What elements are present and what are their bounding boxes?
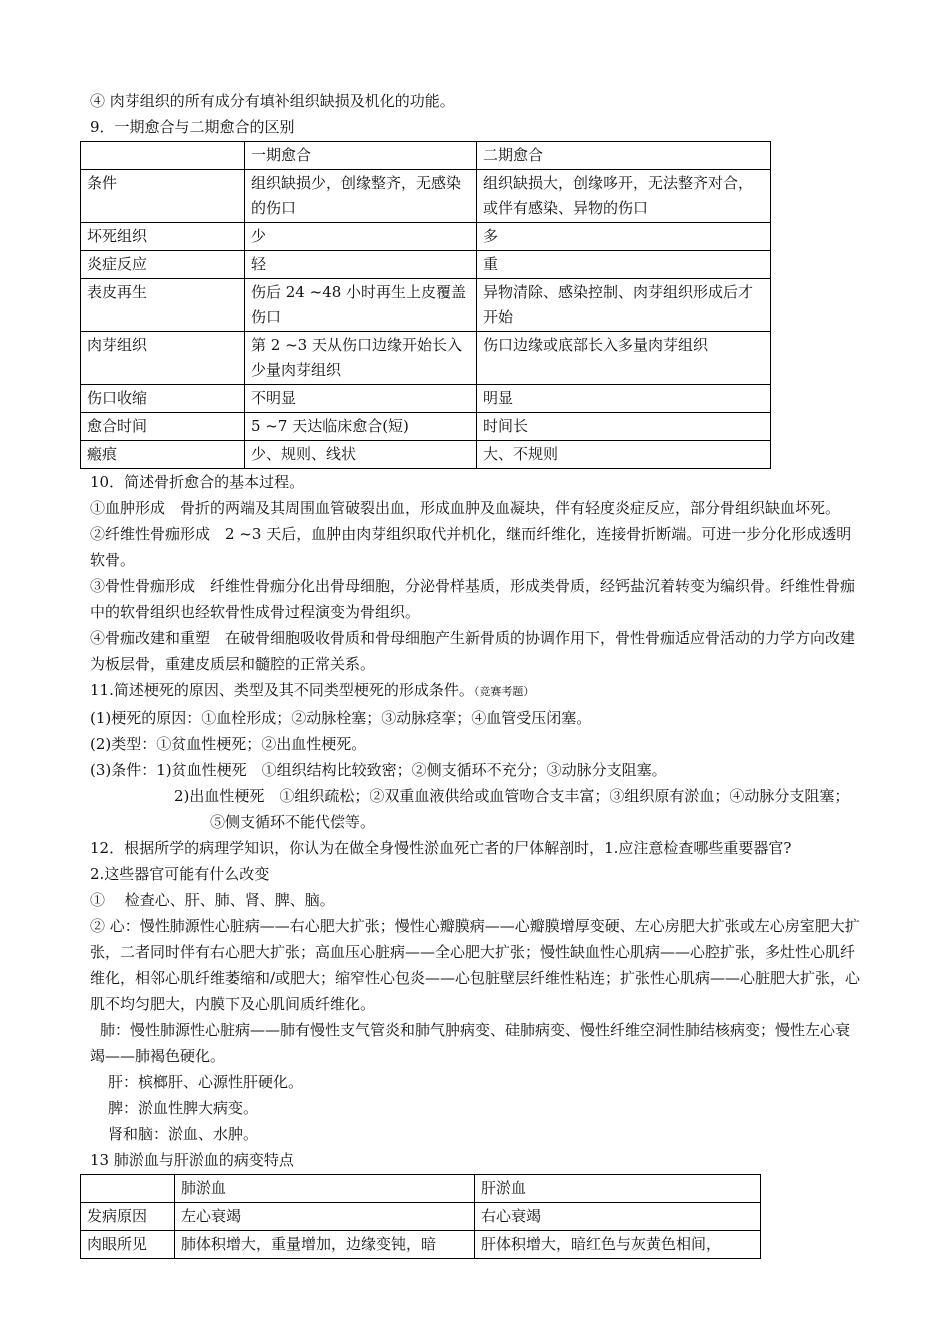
q11-note: （竞赛考题）: [473, 685, 535, 698]
table-row: [81, 1231, 761, 1259]
table-cell: 时间长: [477, 413, 771, 441]
table-row: [81, 441, 771, 469]
table-row: [81, 385, 771, 413]
table-cell: 异物清除、感染控制、肉芽组织形成后才开始: [477, 279, 771, 332]
table-cell: 组织缺损少，创缘整齐，无感染的伤口: [245, 170, 477, 223]
q10-item-1: ①血肿形成 骨折的两端及其周围血管破裂出血，形成血肿及血凝块，伴有轻度炎症反应，部分骨组织缺血坏死。: [90, 499, 841, 517]
table-cell: 瘢痕: [81, 441, 245, 469]
q12-kidney-brain: 肾和脑：淤血、水肿。: [108, 1125, 259, 1143]
q12-title-2: 2.这些器官可能有什么改变: [90, 865, 270, 883]
q11-condition-1: (3)条件：1)贫血性梗死 ①组织结构比较致密；②侧支循环不充分；③动脉分支阻塞。: [90, 761, 667, 779]
congestion-comparison-table: [80, 1174, 761, 1259]
q12-liver: 肝：槟榔肝、心源性肝硬化。: [108, 1073, 304, 1091]
q10-title: 10．简述骨折愈合的基本过程。: [90, 473, 305, 491]
table-cell: 伤口收缩: [81, 385, 245, 413]
q11-title-line: [90, 677, 862, 705]
table-cell: 肝体积增大，暗红色与灰黄色相间，: [475, 1231, 761, 1259]
table-cell: 明显: [477, 385, 771, 413]
table-cell: 伤后 24 ~48 小时再生上皮覆盖伤口: [245, 279, 477, 332]
q12-lung: 肺：慢性肺源性心脏病——肺有慢性支气管炎和肺气肿病变、硅肺病变、慢性纤维空洞性肺结核病变；慢性左心衰竭——肺褐色硬化。: [90, 1021, 851, 1065]
table-cell: 组织缺损大，创缘哆开，无法整齐对合，或伴有感染、异物的伤口: [477, 170, 771, 223]
table-cell: 炎症反应: [81, 251, 245, 279]
table-cell: 不明显: [245, 385, 477, 413]
q10-item-4: ④骨痂改建和重塑 在破骨细胞吸收骨质和骨母细胞产生新骨质的协调作用下，骨性骨痂适应骨活动的力学方向改建为板层骨，重建皮质层和髓腔的正常关系。: [90, 629, 856, 673]
table-cell: 肉芽组织: [81, 332, 245, 385]
table-cell: 表皮再生: [81, 279, 245, 332]
q9-title: 9．一期愈合与二期愈合的区别: [90, 118, 295, 136]
table-cell: 重: [477, 251, 771, 279]
table-cell: 肉眼所见: [81, 1231, 175, 1259]
table-header-cell: 肺淤血: [175, 1175, 475, 1203]
table-cell: 坏死组织: [81, 223, 245, 251]
q12-title: 12．根据所学的病理学知识，你认为在做全身慢性淤血死亡者的尸体解剖时，1.应注意检查哪些重要器官?: [90, 839, 792, 857]
table-row: [81, 251, 771, 279]
table-row: [81, 223, 771, 251]
table-header-cell: 二期愈合: [477, 142, 771, 170]
table-cell: 右心衰竭: [475, 1203, 761, 1231]
q11-cause: (1)梗死的原因：①血栓形成；②动脉栓塞；③动脉痉挛；④血管受压闭塞。: [90, 709, 592, 727]
q13-title: 13 肺淤血与肝淤血的病变特点: [90, 1151, 294, 1169]
table-row: [81, 170, 771, 223]
table-row: [81, 332, 771, 385]
q12-heart: ② 心：慢性肺源性心脏病——右心肥大扩张；慢性心瓣膜病——心瓣膜增厚变硬、左心房肥大扩张或左心房室肥大扩张，二者同时伴有右心肥大扩张；高血压心脏病——全心肥大扩张；慢性缺血性心肌病——心腔扩张，多灶性心肌纤维化，相邻心肌纤维萎缩和/或肥大；缩窄性心包炎——心包脏壁层纤维性粘连；扩张性心肌病——心脏肥大扩张，心肌不均匀肥大，内膜下及心肌间质纤维化。: [90, 917, 861, 1013]
document-page: [87, 88, 862, 1259]
q10-item-2: ②纤维性骨痂形成 2 ~3 天后，血肿由肉芽组织取代并机化，继而纤维化，连接骨折断端。可进一步分化形成透明软骨。: [90, 525, 852, 569]
table-cell: 第 2 ~3 天从伤口边缘开始长入少量肉芽组织: [245, 332, 477, 385]
table-header-cell: [81, 142, 245, 170]
q12-spleen: 脾：淤血性脾大病变。: [108, 1099, 259, 1117]
table-cell: 少、规则、线状: [245, 441, 477, 469]
table-cell: 发病原因: [81, 1203, 175, 1231]
table-header-cell: [81, 1175, 175, 1203]
table-cell: 5 ~7 天达临床愈合(短): [245, 413, 477, 441]
healing-comparison-table: [80, 141, 771, 469]
table-row: [81, 1203, 761, 1231]
table-cell: 伤口边缘或底部长入多量肉芽组织: [477, 332, 771, 385]
table-row: [81, 279, 771, 332]
q11-title: 11.简述梗死的原因、类型及其不同类型梗死的形成条件。: [90, 681, 474, 699]
q10-item-3: ③骨性骨痂形成 纤维性骨痂分化出骨母细胞，分泌骨样基质，形成类骨质，经钙盐沉着转变为编织骨。纤维性骨痂中的软骨组织也经软骨性成骨过程演变为骨组织。: [90, 577, 856, 621]
q11-condition-2: 2)出血性梗死 ①组织疏松；②双重血液供给或血管吻合支丰富；③组织原有淤血；④动脉分支阻塞；⑤侧支循环不能代偿等。: [174, 787, 850, 831]
table-header-cell: 肝淤血: [475, 1175, 761, 1203]
table-cell: 多: [477, 223, 771, 251]
q11-types: (2)类型：①贫血性梗死；②出血性梗死。: [90, 735, 367, 753]
table-cell: 肺体积增大，重量增加，边缘变钝，暗: [175, 1231, 475, 1259]
table-cell: 少: [245, 223, 477, 251]
table-header-row: [81, 1175, 761, 1203]
paragraph-item-4: ④ 肉芽组织的所有成分有填补组织缺损及机化的功能。: [90, 92, 455, 110]
table-cell: 愈合时间: [81, 413, 245, 441]
q12-answer-1: ① 检查心、肝、肺、肾、脾、脑。: [90, 891, 335, 909]
table-cell: 条件: [81, 170, 245, 223]
table-header-cell: 一期愈合: [245, 142, 477, 170]
table-row: [81, 413, 771, 441]
table-cell: 大、不规则: [477, 441, 771, 469]
table-header-row: [81, 142, 771, 170]
table-cell: 轻: [245, 251, 477, 279]
table-cell: 左心衰竭: [175, 1203, 475, 1231]
